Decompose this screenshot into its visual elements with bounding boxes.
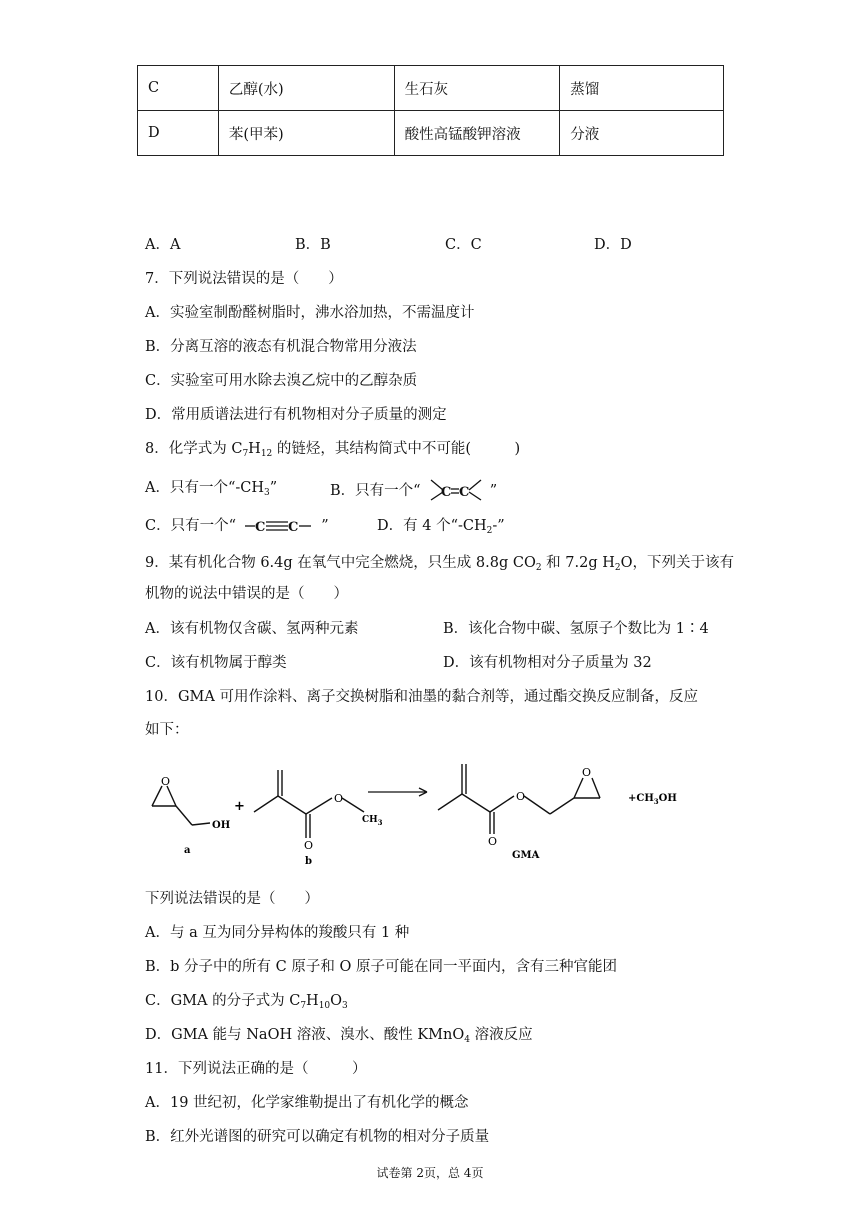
label-b: b bbox=[305, 856, 312, 864]
q11-stem: 11．下列说法正确的是（ ） bbox=[145, 1061, 367, 1077]
q7-option-a: A．实验室制酚醛树脂时，沸水浴加热，不需温度计 bbox=[145, 305, 475, 321]
q9-option-b: B．该化合物中碳、氢原子个数比为 1∶4 bbox=[443, 621, 709, 637]
methanol-label: $+CH_3OH$ bbox=[628, 793, 677, 806]
gma-reaction-scheme bbox=[140, 752, 700, 864]
q8-stem-text: 的链烃，其结构简式中不可能( ) bbox=[272, 441, 521, 457]
q8-option-a bbox=[145, 476, 277, 498]
molecule-b bbox=[254, 770, 364, 838]
triple-bond-icon bbox=[241, 516, 317, 536]
svg-text:C: C bbox=[254, 520, 265, 535]
q6-option-a: A．A bbox=[145, 237, 181, 253]
q7-option-b: B．分离互溶的液态有机混合物常用分液法 bbox=[145, 339, 417, 355]
methyl-label: $CH_3$ bbox=[362, 815, 383, 827]
q10-option-b: B．b 分子中的所有 C 原子和 O 原子可能在同一平面内，含有三种官能团 bbox=[145, 959, 617, 975]
q8-option-b bbox=[330, 476, 497, 506]
subscript: 7 bbox=[300, 1001, 307, 1011]
q9-option-c: C．该有机物属于醇类 bbox=[145, 655, 287, 671]
svg-text:C: C bbox=[459, 485, 470, 500]
subscript: 7 bbox=[242, 449, 249, 459]
q7-option-d: D．常用质谱法进行有机物相对分子质量的测定 bbox=[145, 407, 447, 423]
subscript: 3 bbox=[264, 488, 270, 498]
table-row bbox=[138, 66, 724, 111]
page-footer: 试卷第 2页，总 4页 bbox=[376, 1166, 484, 1180]
q8-option-d-text: D．有 4 个“-CH bbox=[377, 518, 487, 534]
q10-option-d-text: 溶液反应 bbox=[469, 1027, 533, 1043]
q8-stem-text: H bbox=[248, 441, 261, 457]
label-a: a bbox=[184, 845, 191, 856]
q11-option-a: A．19 世纪初，化学家维勒提出了有机化学的概念 bbox=[145, 1095, 469, 1111]
svg-text:C: C bbox=[287, 520, 298, 535]
q9-stem-line1 bbox=[145, 551, 734, 573]
subscript: 2 bbox=[486, 526, 493, 536]
subscript: 4 bbox=[464, 1035, 470, 1045]
q10-option-c-text: C．GMA 的分子式为 C bbox=[145, 993, 301, 1009]
q10-option-d-text: D．GMA 能与 NaOH 溶液、溴水、酸性 KMnO bbox=[145, 1027, 465, 1043]
table-cell: C bbox=[138, 66, 219, 111]
label-gma: GMA bbox=[512, 850, 540, 861]
q10-stem-line1: 10．GMA 可用作涂料、离子交换树脂和油墨的黏合剂等，通过酯交换反应制备，反应 bbox=[145, 689, 698, 705]
oxygen-label: O bbox=[488, 835, 498, 848]
q9-text: 和 7.2g H bbox=[541, 555, 615, 571]
q10-option-c bbox=[145, 989, 348, 1011]
q9-option-d: D．该有机物相对分子质量为 32 bbox=[443, 655, 652, 671]
oxygen-label: O bbox=[582, 766, 592, 779]
q8-option-d bbox=[377, 514, 505, 536]
table-cell: 苯(甲苯) bbox=[218, 111, 394, 156]
q10-stem-line2: 如下： bbox=[145, 722, 189, 738]
q8-option-b-text: ” bbox=[489, 483, 498, 499]
q7-option-c: C．实验室可用水除去溴乙烷中的乙醇杂质 bbox=[145, 373, 418, 389]
hydroxyl-label: OH bbox=[212, 820, 231, 831]
table-cell: 蒸馏 bbox=[560, 66, 724, 111]
table-cell: D bbox=[138, 111, 219, 156]
table-cell: 酸性高锰酸钾溶液 bbox=[394, 111, 560, 156]
q8-option-d-text: -” bbox=[492, 518, 505, 534]
q6-option-d: D．D bbox=[594, 237, 632, 253]
table-cell: 分液 bbox=[560, 111, 724, 156]
q10-option-c-text: O bbox=[330, 993, 343, 1009]
q9-text: O，下列关于该有 bbox=[620, 555, 735, 571]
q6-option-c: C．C bbox=[445, 237, 482, 253]
reagent-table bbox=[137, 65, 724, 156]
subscript: 2 bbox=[614, 563, 621, 573]
oxygen-label: O bbox=[334, 792, 344, 805]
table-cell: 生石灰 bbox=[394, 66, 560, 111]
q7-stem: 7．下列说法错误的是（ ） bbox=[145, 271, 343, 287]
q8-option-c-text: ” bbox=[321, 518, 329, 534]
q9-option-a: A．该有机物仅含碳、氢两种元素 bbox=[145, 621, 359, 637]
q10-option-d bbox=[145, 1023, 533, 1045]
subscript: 12 bbox=[260, 449, 273, 459]
molecule-a bbox=[152, 786, 210, 825]
q8-option-b-text: B．只有一个“ bbox=[330, 483, 421, 499]
svg-text:C: C bbox=[441, 485, 452, 500]
oxygen-label: O bbox=[304, 839, 314, 852]
q8-stem bbox=[145, 437, 520, 459]
plus-sign: + bbox=[234, 799, 245, 814]
q10-stem: 下列说法错误的是（ ） bbox=[145, 891, 319, 907]
q8-option-a-text: A．只有一个“-CH bbox=[145, 480, 265, 496]
q11-option-b: B．红外光谱图的研究可以确定有机物的相对分子质量 bbox=[145, 1129, 490, 1145]
q8-option-c-text: C．只有一个“ bbox=[145, 518, 237, 534]
subscript: 10 bbox=[318, 1001, 331, 1011]
q10-option-a: A．与 a 互为同分异构体的羧酸只有 1 种 bbox=[145, 925, 410, 941]
reaction-arrow-icon bbox=[368, 788, 427, 796]
subscript: 3 bbox=[342, 1001, 348, 1011]
q6-option-b: B．B bbox=[295, 237, 331, 253]
table-row bbox=[138, 111, 724, 156]
q10-option-c-text: H bbox=[306, 993, 319, 1009]
subscript: 2 bbox=[535, 563, 542, 573]
q9-stem-line2: 机物的说法中错误的是（ ） bbox=[145, 586, 348, 602]
q8-stem-text: 8．化学式为 C bbox=[145, 441, 243, 457]
table-cell: 乙醇(水) bbox=[218, 66, 394, 111]
q9-text: 9．某有机化合物 6.4g 在氧气中完全燃烧，只生成 8.8g CO bbox=[145, 555, 536, 571]
q8-option-a-text: ” bbox=[269, 480, 278, 496]
oxygen-label: O bbox=[516, 790, 526, 803]
double-bond-icon bbox=[425, 476, 485, 506]
q8-option-c bbox=[145, 514, 329, 536]
oxygen-label: O bbox=[161, 775, 171, 788]
